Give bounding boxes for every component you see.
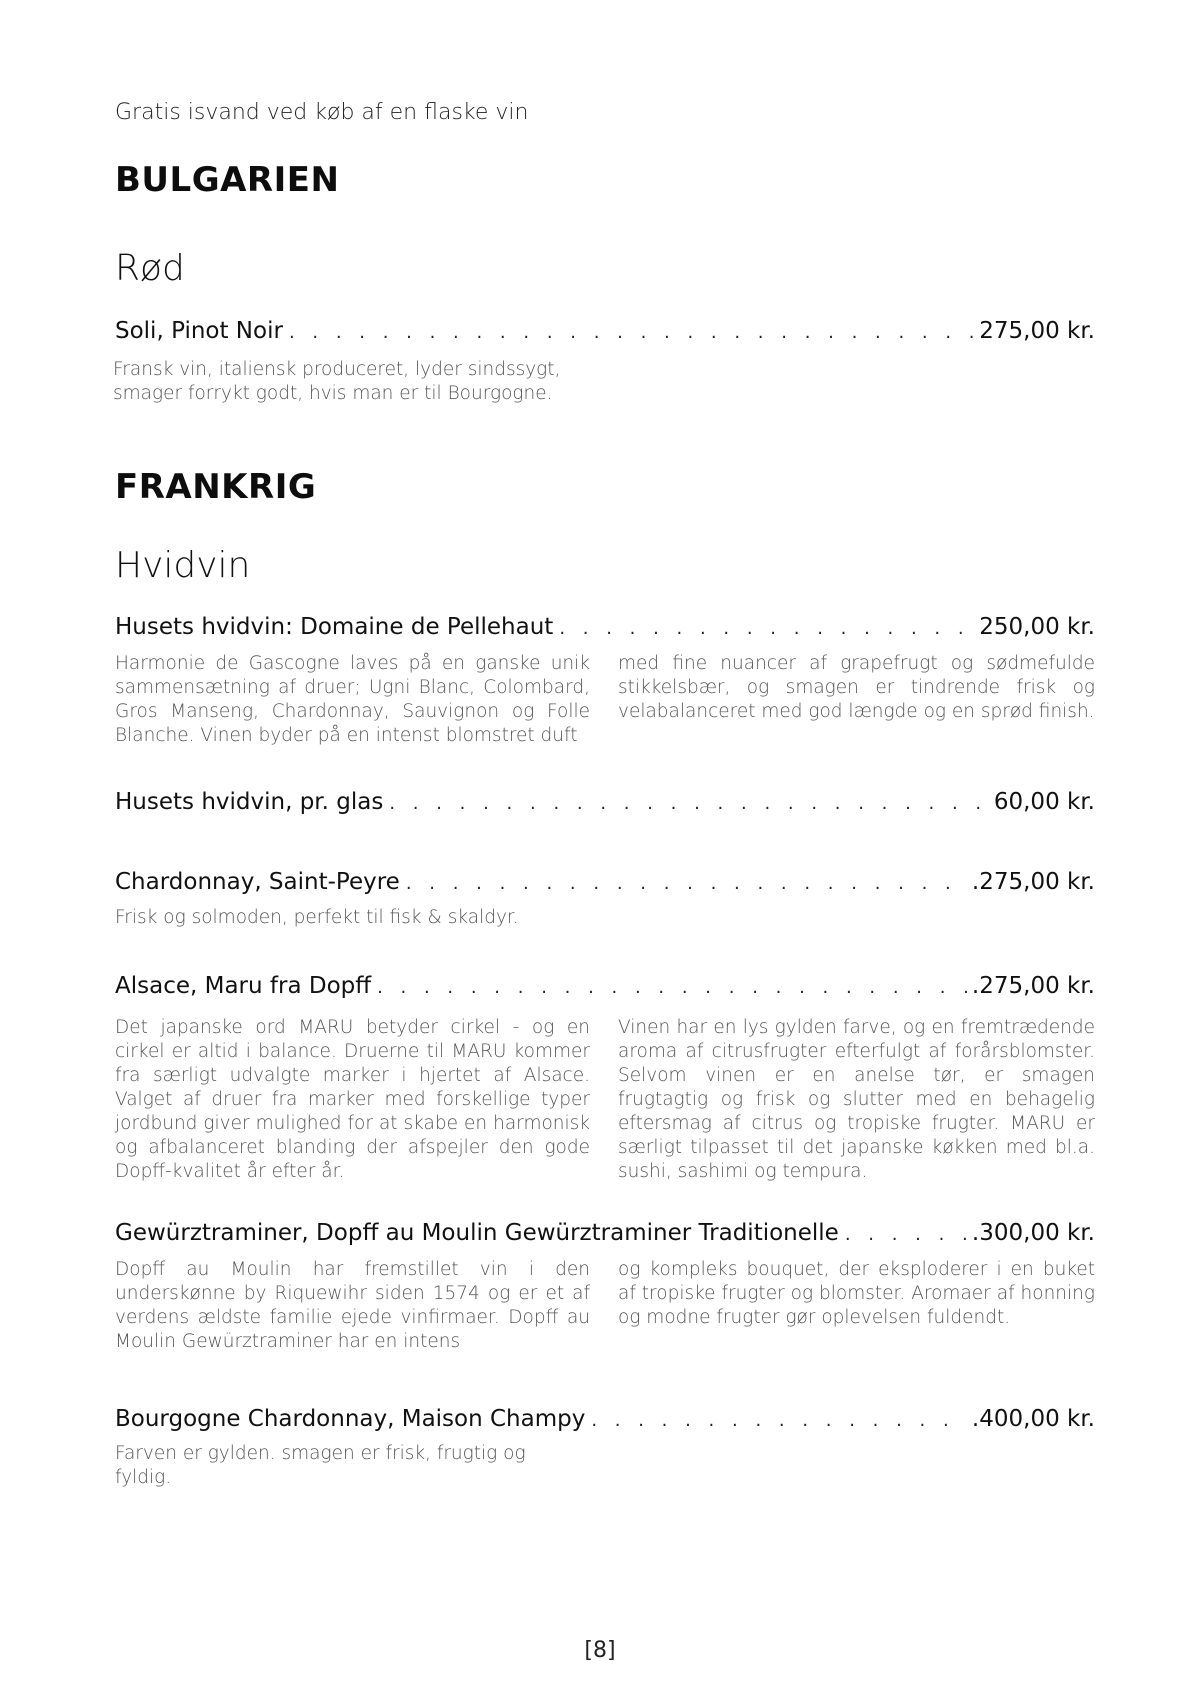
dot-leader [591, 1410, 968, 1431]
category-heading-hvidvin: Hvidvin [115, 545, 251, 586]
wine-name: Husets hvidvin: Domaine de Pellehaut [115, 614, 554, 640]
wine-item-saint-peyre [115, 869, 1095, 901]
description-line: smager forrykt godt, hvis man er til Bourgogne. [113, 383, 553, 404]
wine-item-soli [115, 318, 1095, 350]
wine-name: Chardonnay, Saint-Peyre [115, 869, 400, 895]
wine-description: Frisk og solmoden, perfekt til fisk & skaldyr. [115, 907, 519, 928]
dot-leader [845, 1224, 968, 1245]
wine-name: Husets hvidvin, pr. glas [115, 789, 384, 815]
dot-leader [389, 793, 990, 814]
page-number: [8] [584, 1638, 616, 1663]
wine-price: 60,00 kr. [993, 789, 1095, 815]
dot-leader [377, 977, 968, 998]
wine-name: Alsace, Maru fra Dopff [115, 973, 372, 999]
description-line: fyldig. [115, 1467, 172, 1488]
country-heading-frankrig: FRANKRIG [115, 467, 317, 507]
wine-name: Gewürztraminer, Dopff au Moulin Gewürztraminer Traditionelle [115, 1220, 839, 1246]
country-heading-bulgarien: BULGARIEN [115, 160, 340, 200]
wine-item-alsace-maru [115, 973, 1095, 1005]
wine-description-right: med fine nuancer af grapefrugt og sødmefulde stikkelsbær, og smagen er tindrende frisk og velabalanceret med god længde og en sprød finish. [618, 653, 1095, 722]
description-line: Farven er gylden. smagen er frisk, frugtig og [115, 1443, 526, 1464]
wine-item-bourgogne-champy [115, 1406, 1095, 1438]
wine-item-house-glass [115, 789, 1095, 821]
wine-price: .275,00 kr. [971, 973, 1095, 999]
category-heading-rod: Rød [115, 248, 185, 289]
intro-note: Gratis isvand ved køb af en flaske vin [115, 100, 529, 125]
wine-description-right: Vinen har en lys gylden farve, og en fremtrædende aroma af citrusfrugter efterfulgt af forårsblomster. Selvom vinen er en anelse tør, er smagen frugtagtig og frisk og slutter med en behagelig eftersmag af citrus og tropiske frugter. MARU er særligt tilpasset til det japanske køkken med bl.a. sushi, sashimi og tempura. [618, 1017, 1095, 1182]
wine-description-left: Dopff au Moulin har fremstillet vin i den underskønne by Riquewihr siden 1574 og er et af verdens ældste familie ejede vinfirmaer. Dopff au Moulin Gewürztraminer har en intens [115, 1259, 590, 1352]
description-line: Fransk vin, italiensk produceret, lyder sindssygt, [113, 359, 561, 380]
dot-leader [559, 618, 975, 639]
wine-item-gewurztraminer [115, 1220, 1095, 1252]
wine-name: Soli, Pinot Noir [115, 318, 283, 344]
wine-item-pellehaut [115, 614, 1095, 646]
wine-description-right: og kompleks bouquet, der eksploderer i en buket af tropiske frugter og blomster. Aromaer af honning og modne frugter gør oplevelsen fuldendt. [618, 1259, 1095, 1328]
dot-leader [406, 873, 968, 894]
dot-leader [289, 322, 975, 343]
wine-price: .275,00 kr. [971, 869, 1095, 895]
wine-price: 250,00 kr. [979, 614, 1095, 640]
wine-name: Bourgogne Chardonnay, Maison Champy [115, 1406, 586, 1432]
wine-description-soli [113, 358, 633, 406]
wine-price: 275,00 kr. [979, 318, 1095, 344]
wine-description-left: Det japanske ord MARU betyder cirkel - og en cirkel er altid i balance. Druerne til MARU kommer fra særligt udvalgte marker i hjertet af Alsace. Valget af druer fra marker med forskellige typer jordbund giver mulighed for at skabe en harmonisk og afbalanceret blanding der afspejler den gode Dopff-kvalitet år efter år. [115, 1017, 590, 1182]
wine-price: .400,00 kr. [971, 1406, 1095, 1432]
wine-description-champy [115, 1442, 635, 1490]
wine-price: .300,00 kr. [971, 1220, 1095, 1246]
wine-description-left: Harmonie de Gascogne laves på en ganske unik sammensætning af druer; Ugni Blanc, Colombard, Gros Manseng, Chardonnay, Sauvignon og Folle Blanche. Vinen byder på en intenst blomstret duft [115, 653, 590, 746]
